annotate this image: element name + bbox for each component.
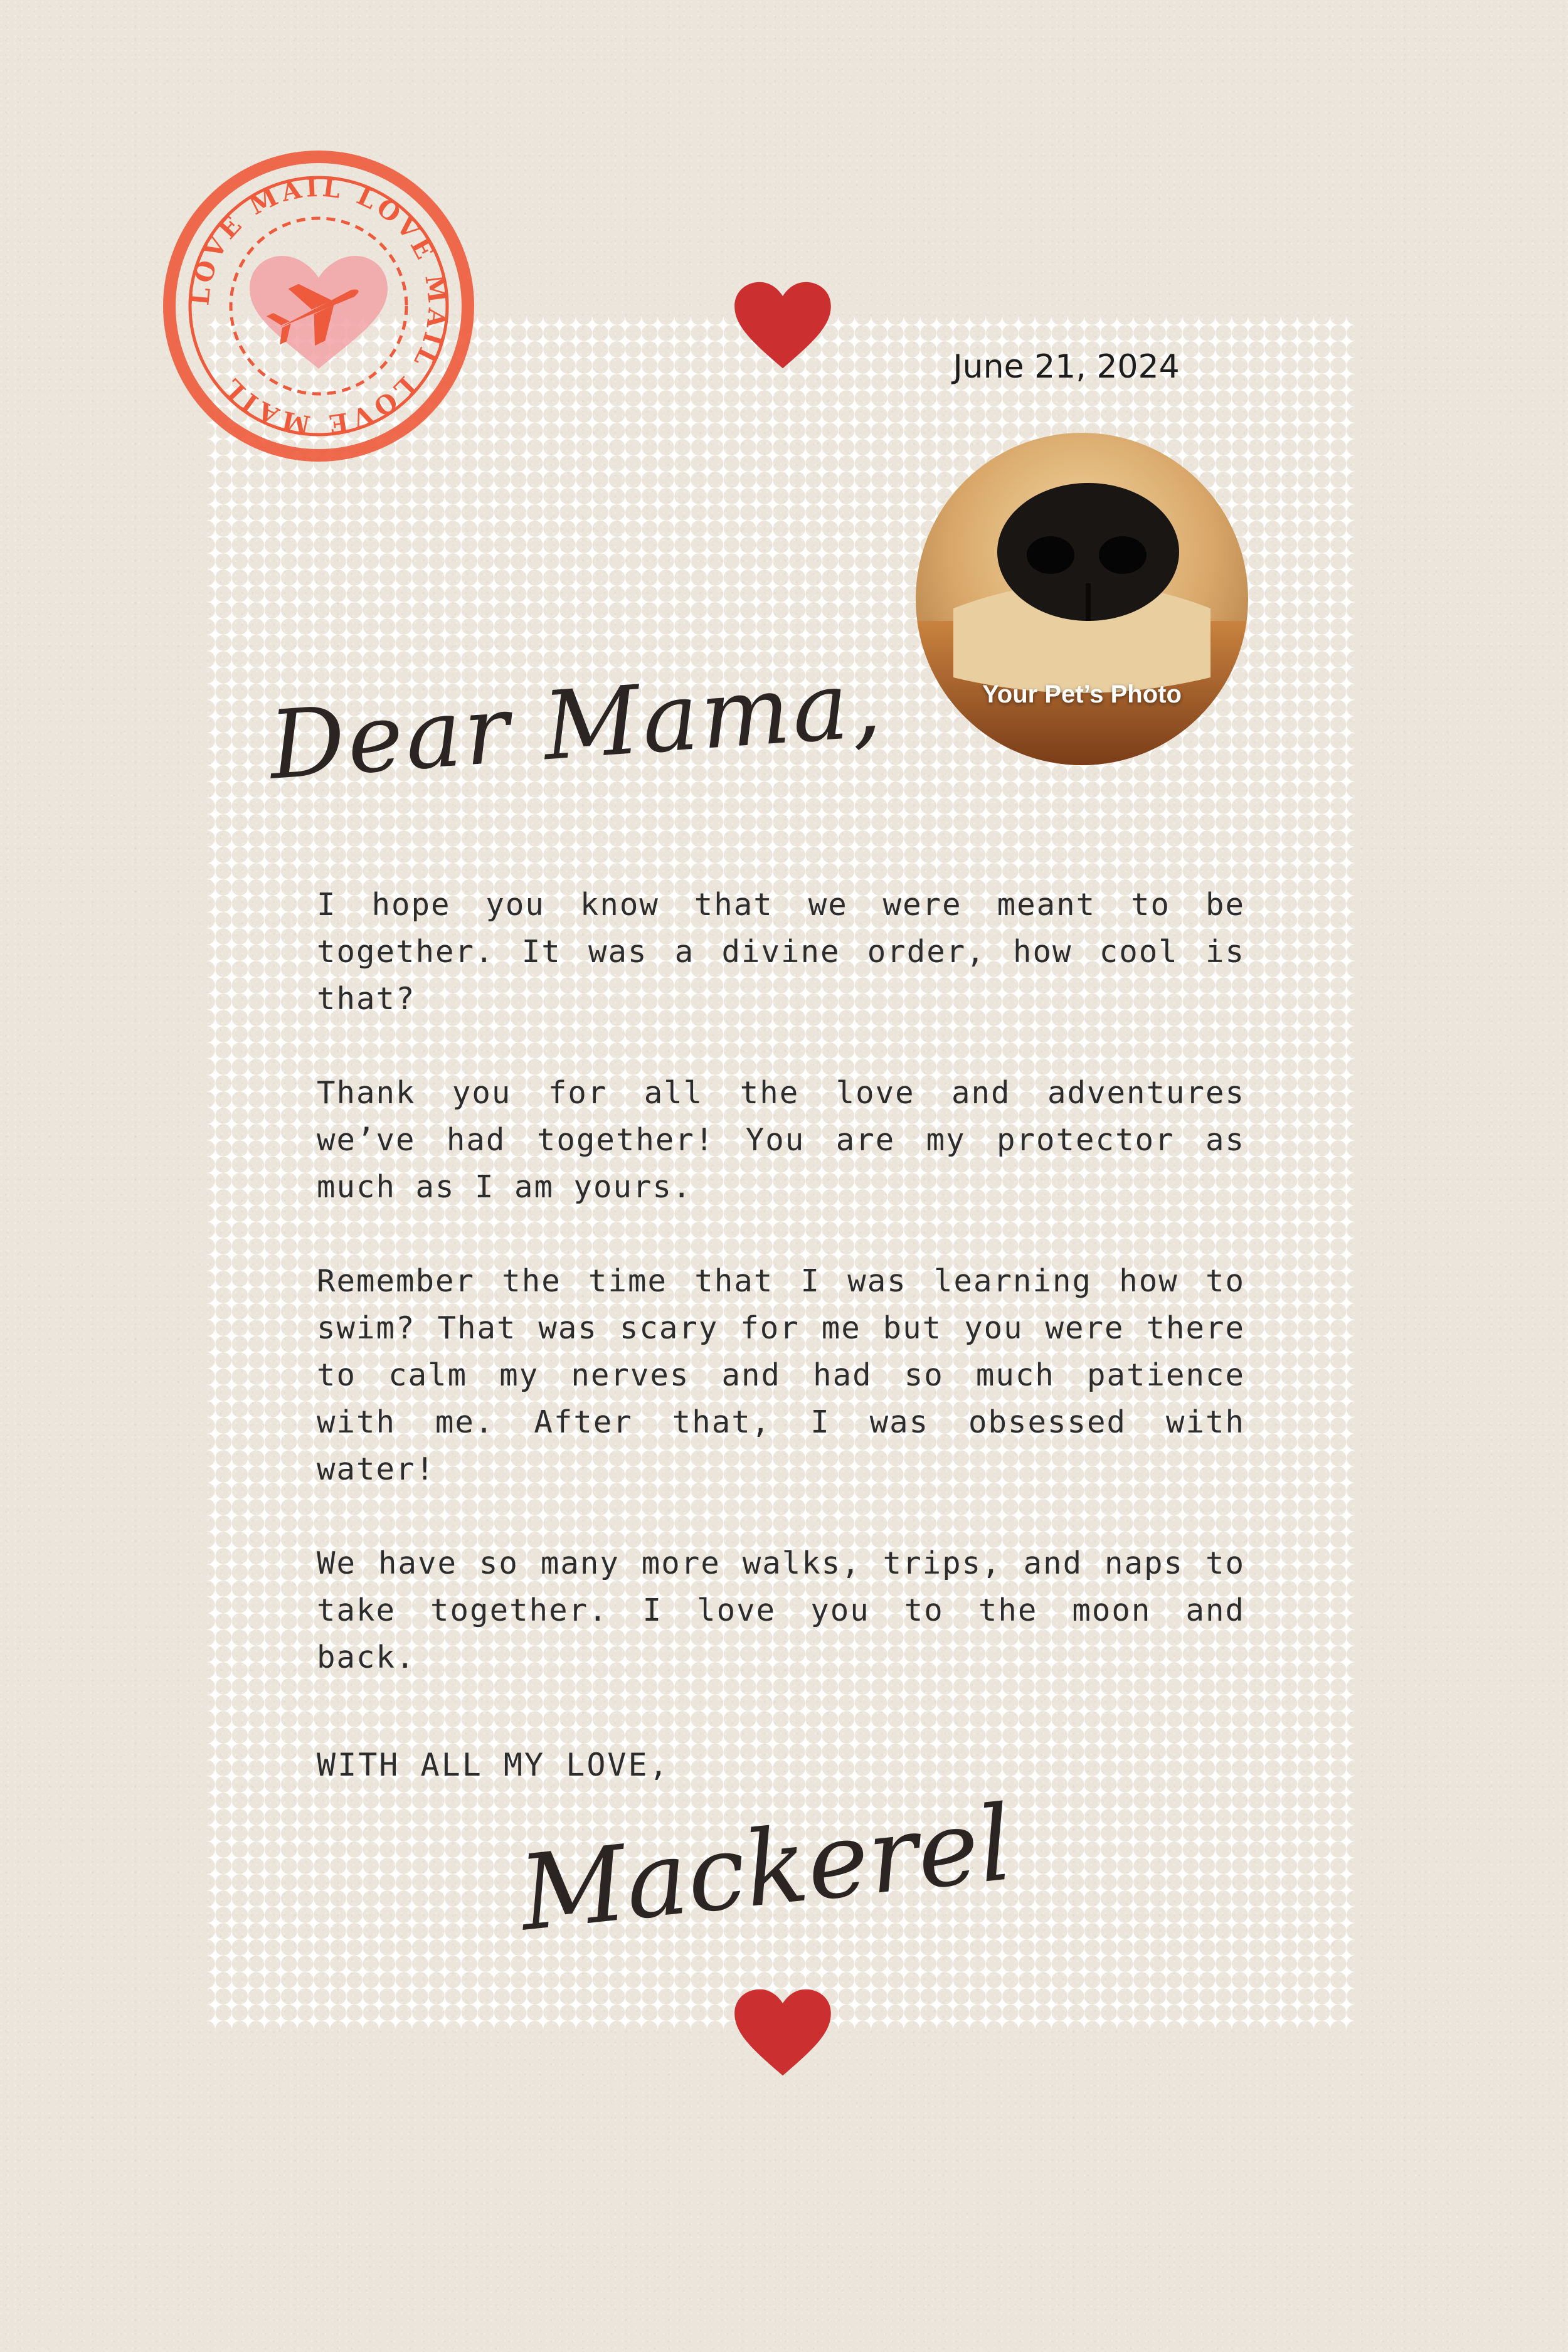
love-mail-stamp [162, 149, 475, 463]
stamp-ring-text: LOVE MAIL LOVE MAIL LOVE MAIL [185, 172, 453, 440]
letter-date: June 21, 2024 [953, 348, 1180, 386]
top-heart-icon [733, 280, 833, 371]
pet-photo [916, 433, 1248, 765]
letter-closing: WITH ALL MY LOVE, [317, 1747, 670, 1783]
letter-paragraph: Thank you for all the love and adventures we’ve had together! You are my protector as much as I am yours. [317, 1075, 1245, 1205]
bottom-heart-icon [733, 1987, 833, 2078]
pet-photo-label: Your Pet’s Photo [982, 681, 1182, 708]
letter-body [317, 881, 1245, 1728]
letter-greeting: Dear Mama, [265, 649, 887, 801]
letter-paragraph: Remember the time that I was learning how to swim? That was scary for me but you were there to calm my nerves and had so much patience with me. After that, I was obsessed with water! [317, 1263, 1245, 1487]
letter-paragraph: I hope you know that we were meant to be together. It was a divine order, how cool is that? [317, 887, 1245, 1017]
letter-signature: Mackerel [514, 1783, 1018, 1954]
letter-paragraph: We have so many more walks, trips, and naps to take together. I love you to the moon and back. [317, 1545, 1245, 1675]
